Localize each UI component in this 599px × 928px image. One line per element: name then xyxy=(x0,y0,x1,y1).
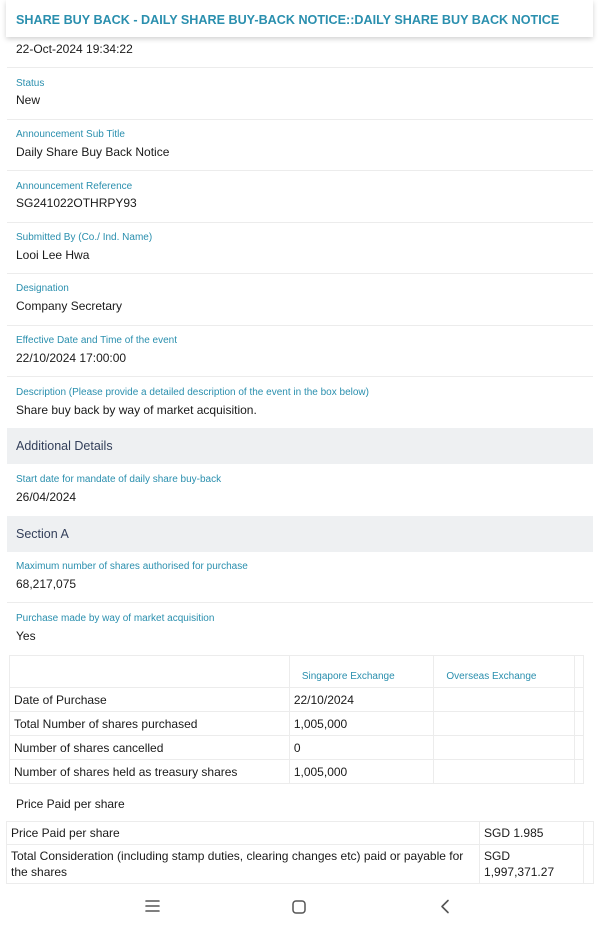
sub-title-label: Announcement Sub Title xyxy=(16,129,125,140)
start-date-value: 26/04/2024 xyxy=(16,490,77,504)
designation-field xyxy=(7,274,593,326)
description-field xyxy=(7,377,593,428)
row-label: Number of shares cancelled xyxy=(10,736,290,760)
singapore-exchange-header: Singapore Exchange xyxy=(289,656,434,688)
exchange-header-blank xyxy=(10,656,290,688)
market-acquisition-value: Yes xyxy=(16,629,36,643)
sub-title-field xyxy=(7,120,593,171)
announcement-date-value: 22-Oct-2024 19:34:22 xyxy=(16,42,133,56)
price-table xyxy=(6,821,594,884)
price-row-spacer xyxy=(583,845,593,884)
row-spacer xyxy=(574,736,583,760)
exchange-table-header xyxy=(10,656,584,688)
system-navigation-bar xyxy=(0,885,599,928)
price-row-spacer xyxy=(583,822,593,845)
table-row xyxy=(10,712,584,736)
max-shares-field xyxy=(7,552,593,603)
designation-value: Company Secretary xyxy=(16,299,123,313)
overseas-value xyxy=(434,736,575,760)
table-row xyxy=(10,688,584,712)
submitted-by-field xyxy=(7,223,593,274)
home-icon[interactable] xyxy=(292,900,306,919)
page-title: SHARE BUY BACK - DAILY SHARE BUY-BACK NOTICE::DAILY SHARE BUY BACK NOTICE xyxy=(16,13,560,27)
status-field xyxy=(7,68,593,120)
max-shares-value: 68,217,075 xyxy=(16,577,77,591)
max-shares-label: Maximum number of shares authorised for purchase xyxy=(16,561,248,572)
table-row xyxy=(10,736,584,760)
overseas-value xyxy=(434,760,575,784)
overseas-value xyxy=(434,688,575,712)
row-spacer xyxy=(574,688,583,712)
exchange-table xyxy=(9,655,584,784)
page-header xyxy=(6,0,593,37)
sub-title-value: Daily Share Buy Back Notice xyxy=(16,145,170,159)
singapore-value: 1,005,000 xyxy=(289,712,434,736)
status-value: New xyxy=(16,93,41,107)
price-paid-heading: Price Paid per share xyxy=(16,797,125,811)
reference-field xyxy=(7,171,593,223)
submitted-by-value: Looi Lee Hwa xyxy=(16,248,90,262)
price-row-label: Total Consideration (including stamp duties, clearing changes etc) paid or payable for the shares xyxy=(7,845,480,884)
table-row xyxy=(10,760,584,784)
price-row-label: Price Paid per share xyxy=(7,822,480,845)
price-row-value: SGD 1,997,371.27 xyxy=(480,845,584,884)
status-label: Status xyxy=(16,78,45,89)
singapore-value: 0 xyxy=(289,736,434,760)
menu-icon[interactable] xyxy=(145,899,160,918)
singapore-value: 22/10/2024 xyxy=(289,688,434,712)
section-a-heading: Section A xyxy=(7,516,593,552)
description-value: Share buy back by way of market acquisition. xyxy=(16,403,257,417)
row-label: Date of Purchase xyxy=(10,688,290,712)
designation-label: Designation xyxy=(16,283,69,294)
row-spacer xyxy=(574,712,583,736)
market-acquisition-field xyxy=(7,603,593,655)
singapore-value: 1,005,000 xyxy=(289,760,434,784)
exchange-header-spacer xyxy=(574,656,583,688)
back-icon[interactable] xyxy=(440,899,450,919)
market-acquisition-label: Purchase made by way of market acquisition xyxy=(16,613,215,624)
price-row-value: SGD 1.985 xyxy=(480,822,584,845)
additional-details-heading: Additional Details xyxy=(7,428,593,464)
effective-date-field xyxy=(7,326,593,377)
reference-value: SG241022OTHRPY93 xyxy=(16,196,137,210)
effective-date-value: 22/10/2024 17:00:00 xyxy=(16,351,127,365)
table-row xyxy=(7,845,594,884)
overseas-exchange-header: Overseas Exchange xyxy=(434,656,575,688)
reference-label: Announcement Reference xyxy=(16,181,133,192)
start-date-field xyxy=(7,464,593,516)
start-date-label: Start date for mandate of daily share buy-back xyxy=(16,474,222,485)
row-label: Total Number of shares purchased xyxy=(10,712,290,736)
submitted-by-label: Submitted By (Co./ Ind. Name) xyxy=(16,232,153,243)
effective-date-label: Effective Date and Time of the event xyxy=(16,335,178,346)
announcement-date-field xyxy=(7,37,593,68)
row-label: Number of shares held as treasury shares xyxy=(10,760,290,784)
overseas-value xyxy=(434,712,575,736)
table-row xyxy=(7,822,594,845)
description-label: Description (Please provide a detailed description of the event in the box below) xyxy=(16,387,369,398)
row-spacer xyxy=(574,760,583,784)
